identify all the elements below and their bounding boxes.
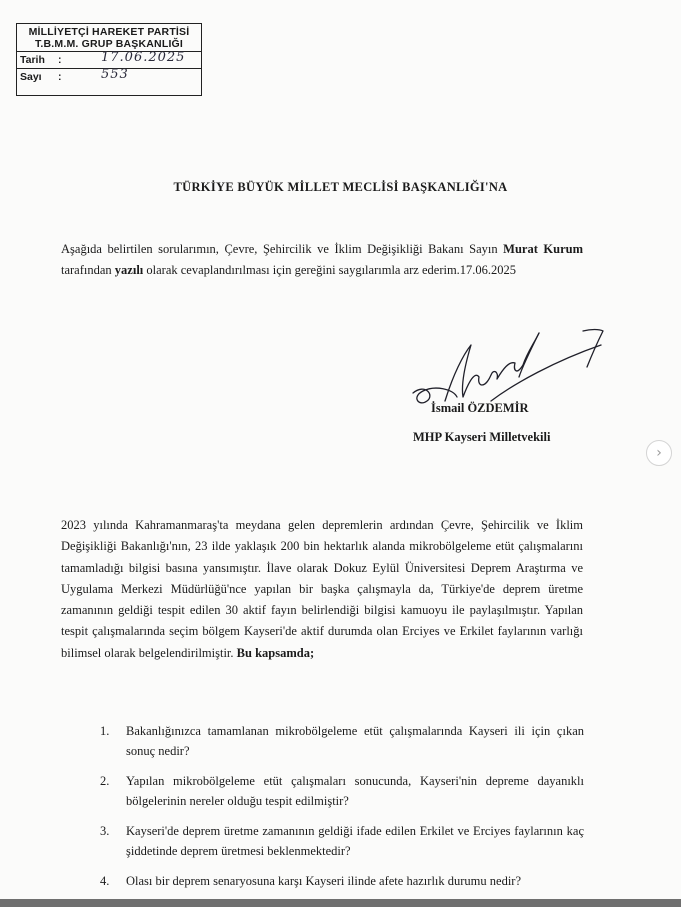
stamp-org: MİLLİYETÇİ HAREKET PARTİSİ [28, 26, 190, 38]
bottom-scrollbar[interactable] [0, 899, 681, 907]
question-item [100, 721, 584, 761]
question-number: 2. [100, 774, 110, 788]
question-text: Kayseri'de deprem üretme zamanının geldiği ifade edilen Erkilet ve Erciyes faylarının kaç şiddetinde deprem üretmesi beklenmektedir? [126, 824, 584, 858]
question-number: 1. [100, 724, 110, 738]
question-text: Olası bir deprem senaryosuna karşı Kayseri ilinde afete hazırlık durumu nedir? [126, 874, 522, 888]
registry-stamp [16, 23, 202, 96]
document-title: TÜRKİYE BÜYÜK MİLLET MECLİSİ BAŞKANLIĞI'NA [173, 180, 508, 194]
question-item [100, 821, 584, 861]
minister-name: Murat Kurum [503, 242, 583, 256]
written-emphasis: yazılı [114, 263, 144, 277]
chevron-right-icon: › [656, 445, 662, 461]
question-text: Yapılan mikrobölgeleme etüt çalışmaları sonucunda, Kayseri'nin depreme dayanıklı bölgelerinin nereler olduğu tespit edilmiştir? [126, 774, 584, 808]
body-emphasis: Bu kapsamda; [236, 645, 315, 660]
stamp-number-label: Sayı [20, 71, 42, 83]
question-text: Bakanlığınızca tamamlanan mikrobölgeleme etüt çalışmalarında Kayseri ili için çıkan sonuç nedir? [126, 724, 584, 758]
question-item [100, 871, 584, 891]
body-paragraph: 2023 yılında Kahramanmaraş'ta meydana gelen depremlerin ardından Çevre, Şehircilik ve İklim Değişikliği Bakanlığı'nın, 23 ilde yaklaşık 200 bin hektarlık alanda mikrobölgeleme etüt çalışmalarını tamamladığı bilgisi basına yansımıştır. İlave olarak Dokuz Eylül Üniversitesi Deprem Araştırma ve Uygulama Merkezi Müdürlüğü'nce yapılan bir başka çalışmayla da, Türkiye'de deprem üretme zamanının geldiği tespit edilen 30 aktif fayın belirlendiği bilgisi kamuoyu ile paylaşılmıştır. Yapılan tespit çalışmalarında seçim bölgem Kayseri'de aktif durumda olan Erciyes ve Erkilet faylarının varlığı bilimsel olarak belgelendirilmiştir. Bu kapsamda; [61, 518, 583, 660]
stamp-colon: : [58, 54, 62, 66]
question-item [100, 771, 584, 811]
stamp-header [17, 24, 201, 52]
stamp-date-label: Tarih [20, 54, 45, 66]
stamp-number-row [17, 69, 201, 85]
signature-icon [405, 305, 615, 415]
intro-paragraph: Aşağıda belirtilen sorularımın, Çevre, Şehircilik ve İklim Değişikliği Bakanı Sayın Murat Kurum tarafından yazılı olarak cevaplandırılması için gereğini saygılarımla arz ederim.17.06.2025 [61, 242, 583, 277]
next-page-button[interactable] [646, 440, 672, 466]
signer-title: MHP Kayseri Milletvekili [413, 430, 551, 444]
signer-name: İsmail ÖZDEMİR [431, 401, 529, 415]
stamp-colon: : [58, 71, 62, 83]
stamp-number-value: 553 [101, 67, 129, 82]
question-list [100, 721, 584, 901]
question-number: 3. [100, 824, 110, 838]
question-number: 4. [100, 874, 110, 888]
stamp-dept: T.B.M.M. GRUP BAŞKANLIĞI [34, 38, 184, 50]
stamp-date-value: 17.06.2025 [101, 50, 186, 65]
